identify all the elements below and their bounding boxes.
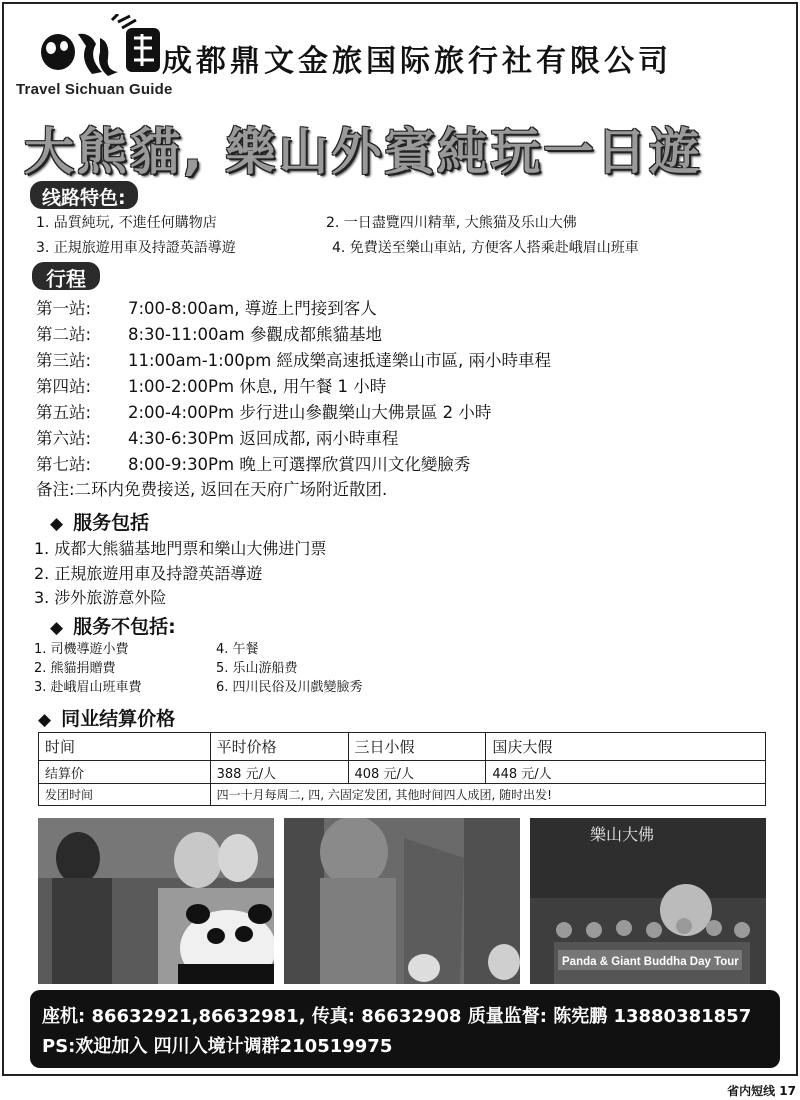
list-item: 1. 司機導遊小費 [34, 642, 129, 657]
features-heading: 线路特色: [30, 181, 138, 209]
contact-ps: PS:欢迎加入 四川入境计调群210519975 [42, 1036, 393, 1057]
stop-name: 第二站: [36, 325, 92, 344]
panda-photo [38, 818, 274, 984]
list-item: 3. 赴峨眉山班車費 [34, 680, 142, 695]
table-row [39, 761, 766, 784]
stop-name: 第五站: [36, 403, 92, 422]
stop-text: 7:00-8:00am, 導遊上門接到客人 [128, 299, 377, 318]
page-title: 大熊貓, 樂山外賓純玩一日遊 [24, 123, 703, 181]
itinerary-stop [36, 374, 551, 400]
feature-item: 2. 一日盡覽四川精華, 大熊猫及乐山大佛 [326, 215, 577, 231]
logo-text: Travel Sichuan Guide [16, 81, 173, 98]
itinerary-list [36, 296, 551, 478]
included-section-heading [50, 508, 149, 535]
price-table [38, 732, 766, 806]
page-footer: 省内短线 17 [727, 1084, 796, 1098]
excluded-heading: 服务不包括: [73, 616, 176, 638]
itinerary-note: 备注:二环内免费接送, 返回在天府广场附近散团. [36, 480, 388, 499]
list-item: 1. 成都大熊貓基地門票和樂山大佛进门票 [34, 539, 327, 558]
feature-item: 1. 品質純玩, 不進任何購物店 [36, 215, 217, 231]
stop-text: 1:00-2:00Pm 休息, 用午餐 1 小時 [128, 377, 387, 396]
included-heading: 服务包括 [73, 512, 150, 534]
itinerary-stop [36, 426, 551, 452]
panda-logo-icon [38, 14, 168, 80]
stop-text: 11:00am-1:00pm 經成樂高速抵達樂山市區, 兩小時車程 [128, 351, 552, 370]
group-photo [530, 818, 766, 984]
table-cell: 发团时间 [39, 784, 211, 806]
contact-bar [30, 990, 780, 1068]
banner-text: Panda & Giant Buddha Day Tour [562, 956, 739, 968]
company-name: 成都鼎文金旅国际旅行社有限公司 [162, 44, 672, 79]
table-header-cell: 平时价格 [210, 733, 348, 761]
table-header-row [39, 733, 766, 761]
feature-item: 4. 免費送至樂山車站, 方便客人搭乘赴峨眉山班車 [332, 240, 639, 256]
itinerary-stop [36, 452, 551, 478]
stop-name: 第四站: [36, 377, 92, 396]
sign-text: 樂山大佛 [590, 825, 655, 844]
table-header-cell: 时间 [39, 733, 211, 761]
itinerary-stop [36, 400, 551, 426]
diamond-bullet-icon: ◆ [50, 618, 64, 638]
table-cell: 四一十月每周二, 四, 六固定发团, 其他时间四人成团, 随时出发! [210, 784, 765, 806]
giant-buddha-photo [284, 818, 520, 984]
stop-text: 4:30-6:30Pm 返回成都, 兩小時車程 [128, 429, 399, 448]
stop-text: 8:30-11:00am 參觀成都熊貓基地 [128, 325, 382, 344]
list-item: 2. 熊貓捐贈費 [34, 661, 116, 676]
table-header-cell: 三日小假 [348, 733, 486, 761]
pricing-heading: 同业结算价格 [61, 708, 176, 730]
stop-text: 8:00-9:30Pm 晚上可選擇欣賞四川文化變臉秀 [128, 455, 471, 474]
stop-text: 2:00-4:00Pm 步行进山參觀樂山大佛景區 2 小時 [128, 403, 492, 422]
feature-item: 3. 正規旅遊用車及持證英語導遊 [36, 240, 236, 256]
stop-name: 第七站: [36, 455, 92, 474]
table-cell: 结算价 [39, 761, 211, 784]
diamond-bullet-icon: ◆ [50, 514, 64, 534]
stop-name: 第一站: [36, 299, 92, 318]
list-item: 2. 正規旅遊用車及持證英語導遊 [34, 563, 263, 583]
excluded-section-heading [50, 612, 176, 639]
pricing-section-heading [38, 704, 175, 731]
table-cell: 408 元/人 [348, 761, 486, 784]
diamond-bullet-icon: ◆ [38, 710, 52, 730]
itinerary-stop [36, 296, 551, 322]
itinerary-heading: 行程 [32, 262, 100, 290]
table-header-cell: 国庆大假 [486, 733, 766, 761]
stop-name: 第六站: [36, 429, 92, 448]
table-cell: 448 元/人 [486, 761, 766, 784]
itinerary-stop [36, 348, 551, 374]
excluded-list [34, 640, 466, 697]
stop-name: 第三站: [36, 351, 92, 370]
included-list [34, 537, 326, 611]
list-item: 6. 四川民俗及川戲變臉秀 [216, 680, 363, 695]
itinerary-stop [36, 322, 551, 348]
table-row [39, 784, 766, 806]
contact-phones: 座机: 86632921,86632981, 传真: 86632908 质量监督: 陈宪鹏 13880381857 [42, 1006, 752, 1027]
list-item: 3. 涉外旅游意外险 [34, 588, 167, 607]
list-item: 5. 乐山游船费 [216, 661, 298, 676]
table-cell: 388 元/人 [210, 761, 348, 784]
list-item: 4. 午餐 [216, 642, 259, 657]
